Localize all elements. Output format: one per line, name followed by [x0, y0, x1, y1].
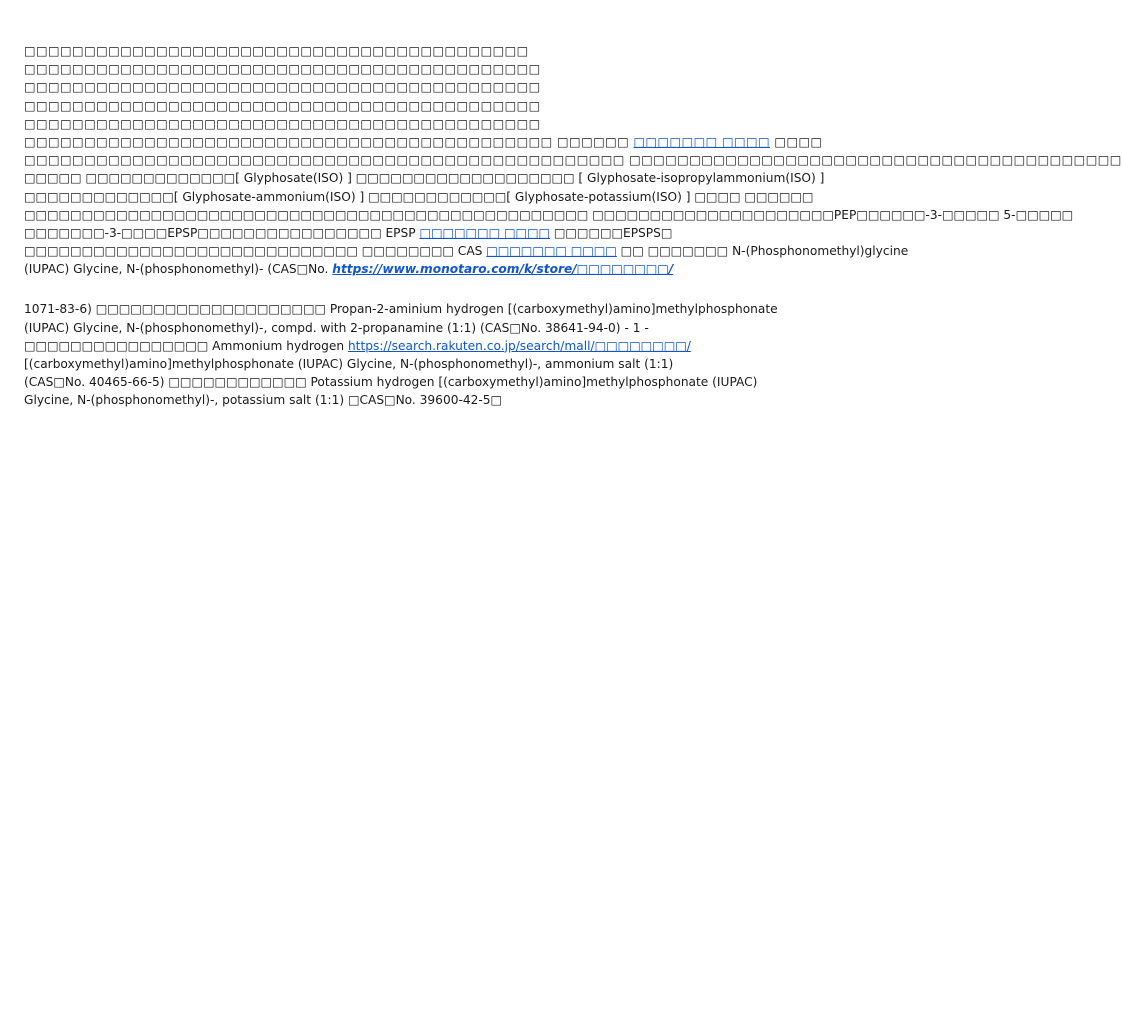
text-segment: □□□□: [770, 134, 823, 149]
text-line: [(carboxymethyl)amino]methylphosphonate (IUPAC) Glycine, N-(phosphonomethyl)-, ammonium salt (1:1): [24, 357, 674, 371]
text-line: □□□□□□□□□□□□□□□□□□□□□□□□□□□□□□□□□□□□□□□□□□□: [24, 98, 541, 113]
text-line: 1071-83-6) □□□□□□□□□□□□□□□□□□□□ Propan-2-aminium hydrogen [(carboxymethyl)amino]methylphosphonate: [24, 302, 778, 317]
text-line: [24, 224, 696, 242]
text-line: □□□□□□□□□□□□□□□□□□□□□□□□□□□□□□□□□□□□□□□□□□□□□□□□□□ □□□□□□□□□□□□□□□□□□□□□□□□□□□□□□□□□□□□□□□□□: [24, 153, 1122, 168]
rakuten-link[interactable]: https://search.rakuten.co.jp/search/mall/□□□□□□□□/: [347, 338, 691, 353]
paragraph-gap: [24, 278, 696, 300]
text-segment: □□□□□□□□□□□□□□□□□□□□□□□□□□□□□□□□□□□□□□□□□□□□ □□□□□□: [24, 134, 634, 149]
text-line: □□□□□□□□□□□□□□□□□□□□□□□□□□□□□□□□□□□□□□□□□□□: [24, 80, 541, 95]
text-line: □□□□□□□□□□□□□□□□□□□□□□□□□□□□□□□□□□□□□□□□□□: [24, 44, 529, 58]
paragraph-1: [24, 42, 1122, 278]
inline-link[interactable]: □□□□□□□ □□□□: [486, 244, 617, 259]
text-line: □□□□□□□□□□□□□□□□□□□□□□□□□□□□□□□□□□□□□□□□□□□□□□□□□ □□□□□□□□□□□□□□□□□□□□□PEP□□□□□□-3-□□□□□ 5-□□□□□: [24, 207, 1074, 222]
text-line: [24, 260, 696, 278]
document-body: [24, 42, 1122, 410]
monotaro-link[interactable]: https://www.monotaro.com/k/store/□□□□□□□□/: [332, 262, 674, 277]
inline-link[interactable]: □□□□□□□ □□□□: [419, 225, 551, 240]
text-line: □□□□□□□□□□□□□□□□□□□□□□□□□□□□□□□□□□□□□□□□□□□: [24, 62, 541, 77]
text-line: [24, 337, 696, 355]
text-segment: □□□□□□□□□□□□□□□□ Ammonium hydrogen: [24, 338, 348, 353]
paragraph-2: [24, 300, 778, 409]
text-line: (CAS□No. 40465-66-5) □□□□□□□□□□□□ Potassium hydrogen [(carboxymethyl)amino]methylphosphonate (IUPAC): [24, 375, 758, 390]
text-segment: (IUPAC) Glycine, N-(phosphonomethyl)- (CAS□No.: [24, 262, 333, 277]
text-segment: □□□□□□□-3-□□□□EPSP□□□□□□□□□□□□□□□□ EPSP: [24, 225, 420, 240]
text-line: (IUPAC) Glycine, N-(phosphonomethyl)-, compd. with 2-propanamine (1:1) (CAS□No. 38641-94-0) - 1 -: [24, 320, 649, 335]
text-line: Glycine, N-(phosphonomethyl)-, potassium salt (1:1) □CAS□No. 39600-42-5□: [24, 393, 503, 408]
text-segment: □□□□□□□□□□□□□□□□□□□□□□□□□□□□□ □□□□□□□□ CAS: [24, 244, 487, 259]
text-segment: □□ □□□□□□□ N-(Phosphonomethyl)glycine: [616, 244, 909, 259]
text-line: [24, 242, 909, 260]
inline-link[interactable]: □□□□□□□ □□□□: [633, 134, 771, 149]
text-segment: □□□□□□EPSPS□: [550, 225, 673, 240]
text-line: □□□□□□□□□□□□□[ Glyphosate-ammonium(ISO) ] □□□□□□□□□□□□[ Glyphosate-potassium(ISO) ] □□□□ □□□□□□: [24, 189, 814, 204]
text-line: [24, 133, 823, 151]
text-line: □□□□□ □□□□□□□□□□□□□[ Glyphosate(ISO) ] □□□□□□□□□□□□□□□□□□□ [ Glyphosate-isopropylammonium(ISO) ]: [24, 171, 825, 186]
text-line: □□□□□□□□□□□□□□□□□□□□□□□□□□□□□□□□□□□□□□□□□□□: [24, 116, 541, 131]
